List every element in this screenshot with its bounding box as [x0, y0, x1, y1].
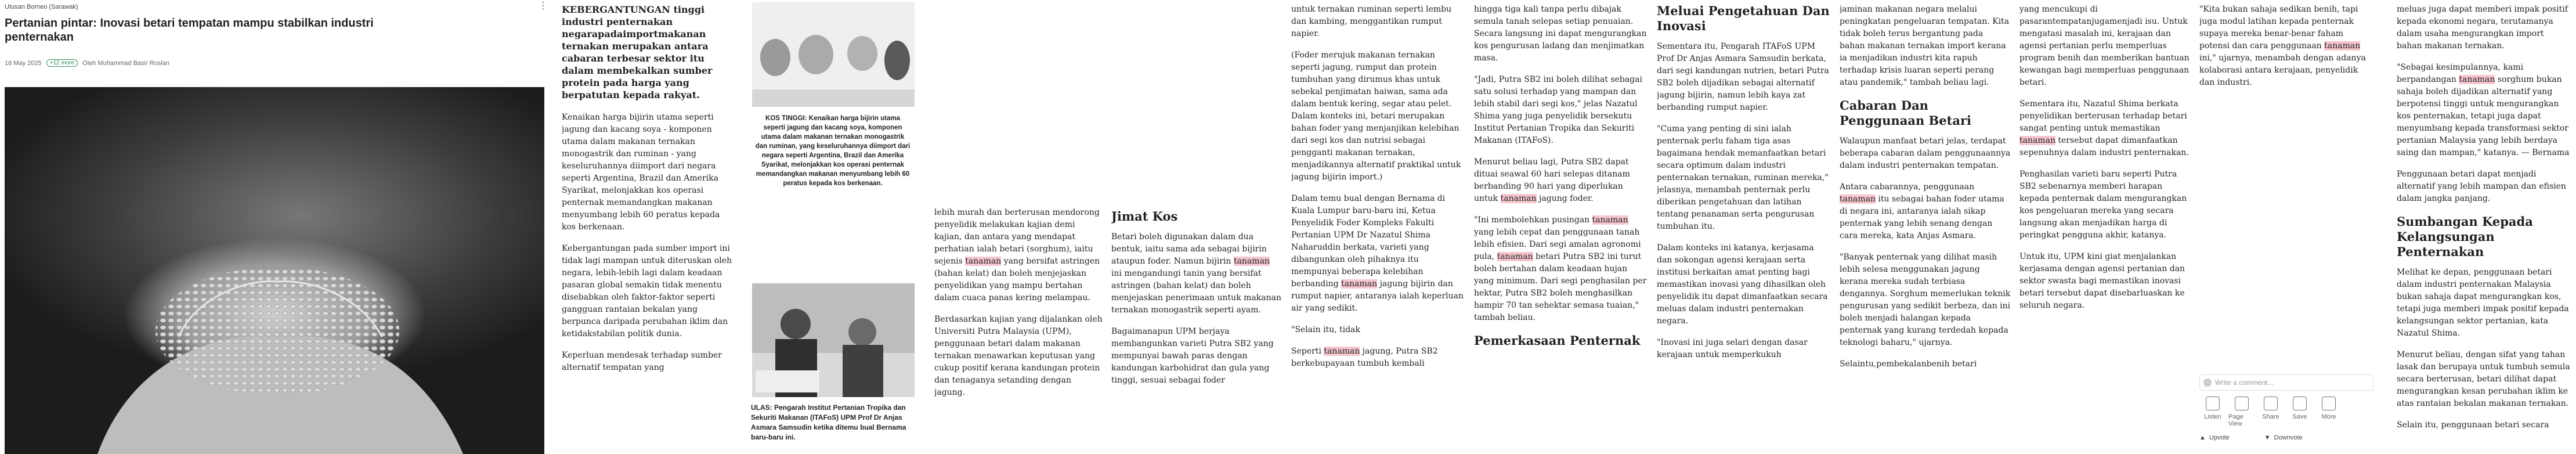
- grain-bowls-photo: [752, 2, 915, 107]
- more-options-icon[interactable]: ⋮: [539, 1, 548, 11]
- paragraph: "Inovasi ini juga selari dengan dasar kerajaan untuk memperkukuh: [1657, 338, 1808, 359]
- share-button[interactable]: [2257, 397, 2284, 427]
- paragraph: Penggunaan betari dapat menjadi alternatif yang lebih mampan dan efisien dalam jangka panjang.: [2397, 170, 2566, 203]
- paragraph: hingga tiga kali tanpa perlu dibajak semula tanah selepas setiap penuaian. Secara langsung ini dapat mengurangkan kos pengurusan ladang dan menjimatkan masa.: [1474, 5, 1647, 63]
- search-highlight: tanaman: [1341, 279, 1378, 289]
- upvote-button[interactable]: ▲ Upvote: [2199, 434, 2230, 441]
- comment-placeholder: Write a comment...: [2215, 379, 2274, 387]
- paragraph: Walaupun manfaat betari jelas, terdapat beberapa cabaran dalam penggunaannya dalam industri penternakan tempatan.: [1840, 136, 2011, 170]
- paragraph: Betari boleh digunakan dalam dua bentuk, iaitu sama ada sebagai bijirin ataupun foder. Namun bijirin tanaman ini mengandungi tanin yang bersifat astringen (bahan kelat) dan boleh menjejaskan penerimaan untuk makanan ternakan monogastrik seperti ayam.: [1111, 232, 1281, 315]
- more-sources-badge[interactable]: +12 more: [46, 59, 78, 67]
- figure-caption-1: KOS TINGGI: Kenaikan harga bijirin utama seperti jagung dan kacang soya, komponen utama dalam makanan ternakan monogastrik dan ruminan, yang keseluruhannya diimport dari negara seperti Argentina, Brazil dan Amerika Syarikat, melonjakkan kos operasi penternak memandangkan makanan menyumbang lebih 60 peratus kepada kos berkenaan.: [755, 115, 911, 187]
- paragraph: meluas juga dapat memberi impak positif kepada ekonomi negara, terutamanya dalam usaha mengurangkan import bahan makanan ternakan.: [2397, 5, 2568, 51]
- paragraph: Berdasarkan kajian yang dijalankan oleh Universiti Putra Malaysia (UPM), penggunaan betari dalam makanan ternakan menawarkan keputusan yang cukup positif kerana kandungan protein dan tenaganya setanding dengan jagung.: [934, 315, 1103, 397]
- researchers-image: [752, 283, 915, 397]
- paragraph: Keperluan mendesak terhadap sumber alternatif tempatan yang: [562, 351, 722, 372]
- search-highlight: tanaman: [1497, 252, 1533, 261]
- paragraph: (Foder merujuk makanan ternakan seperti jagung, rumput dan protein tumbuhan yang dirumus khas untuk sebekal penjimatan haiwan, sama ada dalam bentuk kering, segar atau pelet. Dalam konteks ini, betari merupakan bahan foder yang menjanjikan kelebihan dari segi kos dan nutrisi sebagai pengganti makanan ternakan, menjadikannya alternatif praktikal untuk jagung bijirin import.): [1291, 51, 1461, 182]
- downvote-button[interactable]: ▼ Downvote: [2264, 434, 2303, 441]
- toolbar-label: Share: [2262, 413, 2279, 420]
- figure-caption-2: ULAS: Pengarah Institut Pertanian Tropika dan Sekuriti Makanan (ITAFoS) UPM Prof Dr Anjas Asmara Samsudin ketika ditemu bual Bernama baru-baru ini.: [751, 403, 906, 441]
- paragraph: "Jadi, Putra SB2 ini boleh dilihat sebagai satu solusi terhadap yang mampan dan lebih stabil dari segi kos," jelas Nazatul Shima yang juga penyelidik bersekutu Institut Pertanian Tropika dan Sekuriti Makanan (ITAFoS).: [1474, 75, 1642, 145]
- paragraph: "Selain itu, tidak: [1291, 325, 1360, 334]
- vote-row: [2199, 434, 2373, 441]
- page-view-button[interactable]: [2228, 397, 2255, 427]
- search-highlight: tanaman: [2324, 41, 2361, 51]
- paragraph: Kebergantungan pada sumber import ini tidak lagi mampan untuk diteruskan oleh negara, lebih-lebih lagi dalam keadaan pasaran global semakin tidak menentu disebabkan oleh faktor-faktor seperti gangguan rantaian bekalan yang berpunca daripada perubahan iklim dan ketidakstabilan politik dunia.: [562, 244, 732, 338]
- section-heading: Meluai Pengetahuan Dan Inovasi: [1657, 3, 1830, 33]
- paragraph: "Banyak penternak yang dilihat masih lebih selesa menggunakan jagung kerana mereka sudah terbiasa dengannya. Sorghum memerlukan teknik pengurusan yang sedikit berbeza, dan ini boleh menjadi halangan kepada penternak yang kurang terdedah kepada teknologi baharu," ujarnya.: [1840, 253, 2011, 347]
- paragraph: Untuk itu, UPM kini giat menjalankan kerjasama dengan agensi pertanian dan sektor swasta bagi memastikan inovasi betari tersebut dapat disebarluaskan ke seluruh negara.: [2019, 252, 2185, 310]
- article-headline: Pertanian pintar: Inovasi betari tempatan mampu stabilkan industri penternakan: [5, 17, 374, 44]
- article-column-12: [2397, 0, 2571, 454]
- paragraph: Kenaikan harga bijirin utama seperti jagung dan kacang soya - komponen utama dalam makanan ternakan monogastrik dan ruminan - yang keseluruhannya diimport dari negara seperti Argentina, Brazil dan Amerika Syarikat, melonjakkan kos operasi penternak memandangkan makanan menyumbang lebih 60 peratus kepada kos berkenaan.: [562, 113, 720, 232]
- search-highlight: tanaman: [2459, 75, 2495, 84]
- reader-toolbar: [2199, 397, 2373, 427]
- thumbs-up-icon: ▲: [2199, 434, 2206, 441]
- researchers-photo: [752, 283, 915, 397]
- share-icon: [2264, 397, 2278, 410]
- article-column-5: [1111, 0, 1282, 454]
- search-highlight: tanaman: [1233, 257, 1270, 266]
- paragraph: Menurut beliau lagi, Putra SB2 dapat dituai seawal 60 hari selepas ditanam berbanding 90 hari yang diperlukan untuk tanaman jagung foder.: [1474, 157, 1630, 203]
- paragraph: Dalam temu bual dengan Bernama di Kuala Lumpur baru-baru ini, Ketua Penyelidik Foder Kompleks Fakulti Pertanian UPM Dr Nazatul Shima Naharuddin berkata, varieti yang dibangunkan oleh pihaknya itu mempunyai beberapa kelebihan berbanding tanaman jagung bijirin dan rumput napier, antaranya ialah keperluan air yang sedikit.: [1291, 194, 1464, 313]
- article-meta: [5, 59, 169, 67]
- paragraph: jaminan makanan negara melalui peningkatan pengeluaran tempatan. Kita tidak boleh terus bergantung pada bahan makanan ternakan import kerana ia menjadikan industri kita rapuh terhadap krisis luaran seperti perang atau pandemik," tambah beliau lagi.: [1840, 5, 2010, 87]
- article-column-8: [1657, 0, 1831, 454]
- toolbar-label: Listen: [2204, 413, 2221, 420]
- hands-holding-grain-image: [5, 87, 544, 454]
- paragraph: "Ini membolehkan pusingan tanaman yang lebih cepat dan penggunaan tanah lebih efisien. Dari segi amalan agronomi pula, tanaman betari Putra SB2 ini turut boleh bertahan dalam keadaan hujan yang minimum. Dari segi penghasilan per hektar, Putra SB2 boleh menghasilkan hampir 70 tan sehektar semasa tuaian," tambah beliau.: [1474, 215, 1647, 322]
- article-byline: Oleh Muhammad Basir Roslan: [82, 59, 169, 67]
- paragraph: Penghasilan varieti baru seperti Putra SB2 sebenarnya memberi harapan kepada penternak dalam mengurangkan kos pengeluaran mereka yang secara langsung akan menjadikan harga di peringkat pengguna akhir, katanya.: [2019, 170, 2187, 240]
- article-column-4: [934, 0, 1103, 454]
- paragraph: lebih murah dan berterusan mendorong penyelidik melakukan kajian demi kajian, dan antara yang mendapat perhatian ialah betari (sorghum), iaitu sejenis tanaman yang bersifat astringen (bahan kelat) dan boleh menjejaskan penyelidikan yang mampu bertahan dalam cuaca panas kering melampau.: [934, 208, 1100, 302]
- save-button[interactable]: [2286, 397, 2313, 427]
- search-highlight: tanaman: [1840, 194, 1876, 204]
- article-column-9: [1840, 0, 2011, 454]
- search-highlight: tanaman: [2019, 136, 2055, 145]
- paragraph: yang mencukupi di pasarantempatanjugamenjadi isu. Untuk mengatasi masalah ini, kerajaan dan agensi pertanian perlu memperluas program benih dan memberikan bantuan kewangan bagi memperluas penggunaan betari.: [2019, 5, 2190, 87]
- hero-photo: [5, 87, 544, 454]
- search-highlight: tanaman: [1592, 215, 1628, 225]
- source-label: Utusan Borneo (Sarawak): [5, 3, 78, 10]
- section-heading: Sumbangan Kepada Kelangsungan Penternakan: [2397, 214, 2533, 259]
- toolbar-label: Page View: [2228, 413, 2243, 427]
- paragraph: Seperti tanaman jagung, Putra SB2 berkebupayaan tumbuh kembali: [1291, 347, 1438, 368]
- listen-button[interactable]: [2199, 397, 2226, 427]
- article-column-10: [2019, 0, 2191, 454]
- avatar-icon: [2203, 379, 2212, 387]
- comment-input[interactable]: [2199, 374, 2373, 391]
- section-heading: Jimat Kos: [1111, 209, 1178, 224]
- section-heading: Pemerkasaan Penternak: [1474, 333, 1641, 348]
- paragraph: "Cuma yang penting di sini ialah penternak perlu faham tiga asas bagaimana hendak memanfaatkan betari secara optimum dalam industri penternakan ternakan, ruminan mereka," jelasnya, menambah penternak perlu diberikan pengetahuan dan latihan tentang penanaman serta pengurusan tumbuhan itu.: [1657, 124, 1829, 231]
- search-highlight: tanaman: [1324, 347, 1360, 356]
- page-icon: [2235, 397, 2249, 410]
- figure-column: [749, 0, 917, 454]
- paragraph: Dalam konteks ini katanya, kerjasama dan sokongan agensi kerajaan serta institusi berkaitan amat penting bagi memastikan inovasi yang dihasilkan oleh penyelidik itu dapat dimanfaatkan secara meluas dalam industri penternakan negara.: [1657, 243, 1828, 326]
- search-highlight: tanaman: [1500, 194, 1537, 203]
- article-column-11: [2199, 0, 2373, 454]
- grain-samples-image: [752, 2, 915, 107]
- article-column-2: [562, 0, 736, 454]
- thumbs-down-icon: ▼: [2264, 434, 2271, 441]
- article-lead: KEBERGANTUNGAN tinggi industri penternakan negarapadaimportmakanan ternakan merupakan antara cabaran terbesar sektor itu dalam membekalkan sumber protein pada harga yang berpatutan kepada rakyat.: [562, 4, 713, 100]
- paragraph: Antara cabarannya, penggunaan tanaman itu sebagai bahan foder utama di negara ini, antaranya ialah sikap penternak yang lebih senang dengan cara mereka, kata Anjas Asmara.: [1840, 182, 2004, 240]
- toolbar-label: More: [2321, 413, 2336, 420]
- article-header-column: [0, 0, 551, 454]
- paragraph: Selain itu, penggunaan betari secara: [2397, 420, 2549, 430]
- paragraph: "Sebagai kesimpulannya, kami berpandangan tanaman sorghum bukan sahaja boleh dijadikan alternatif yang berpotensi tinggi untuk mengurangkan kos penternakan, tetapi juga dapat menyumbang kepada transformasi sektor pertanian Malaysia yang lebih berdaya saing dan mampan," katanya. — Bernama: [2397, 63, 2570, 157]
- paragraph: Menurut beliau, dengan sifat yang tahan lasak dan berupaya untuk tumbuh semula secara berterusan, betari dilihat dapat mengurangkan kesan perubahan iklim ke atas rantaian bekalan makanan ternakan.: [2397, 350, 2570, 408]
- article-column-7: [1474, 0, 1648, 454]
- bookmark-icon: [2293, 397, 2307, 410]
- more-icon: [2322, 397, 2336, 410]
- article-column-6: [1291, 0, 1465, 454]
- comment-panel: [2199, 374, 2373, 454]
- paragraph: Bagaimanapun UPM berjaya membangunkan varieti Putra SB2 yang mempunyai bawah paras dengan kandungan karbohidrat dan gula yang tinggi, sesuai sebagai foder: [1111, 327, 1274, 385]
- paragraph: untuk ternakan ruminan seperti lembu dan kambing, menggantikan rumput napier.: [1291, 5, 1452, 38]
- section-heading: Cabaran Dan Penggunaan Betari: [1840, 98, 1972, 128]
- more-button[interactable]: [2315, 397, 2342, 427]
- paragraph: Melihat ke depan, penggunaan betari dalam industri penternakan Malaysia bukan sahaja dapat mengurangkan kos, tetapi juga memberi impak positif kepada kelangsungan sektor pertanian, kata Nazatul Shima.: [2397, 268, 2569, 338]
- paragraph: Sementara itu, Pengarah ITAFoS UPM Prof Dr Anjas Asmara Samsudin berkata, dari segi kandungan nutrien, betari Putra SB2 boleh dijadikan sebagai alternatif jagung bijirin, namun lebih kaya zat berbanding rumput napier.: [1657, 42, 1829, 112]
- article-date: 16 May 2025: [5, 59, 42, 67]
- headphones-icon: [2206, 397, 2220, 410]
- search-highlight: tanaman: [965, 257, 1002, 266]
- paragraph: Selaintu,pembekalanbenih betari: [1840, 359, 1977, 369]
- paragraph: "Kita bukan sahaja sedikan benih, tapi juga modul latihan kepada penternak supaya mereka benar-benar faham potensi dan cara penggunaan tanaman ini," ujarnya, menambah dengan adanya kolaborasi antara kerajaan, penyelidik dan industri.: [2199, 5, 2366, 87]
- toolbar-label: Save: [2292, 413, 2307, 420]
- paragraph: Sementara itu, Nazatul Shima berkata penyelidikan berterusan terhadap betari sangat penting untuk memastikan tanaman tersebut dapat dimanfaatkan sepenuhnya dalam industri penternakan.: [2019, 99, 2189, 157]
